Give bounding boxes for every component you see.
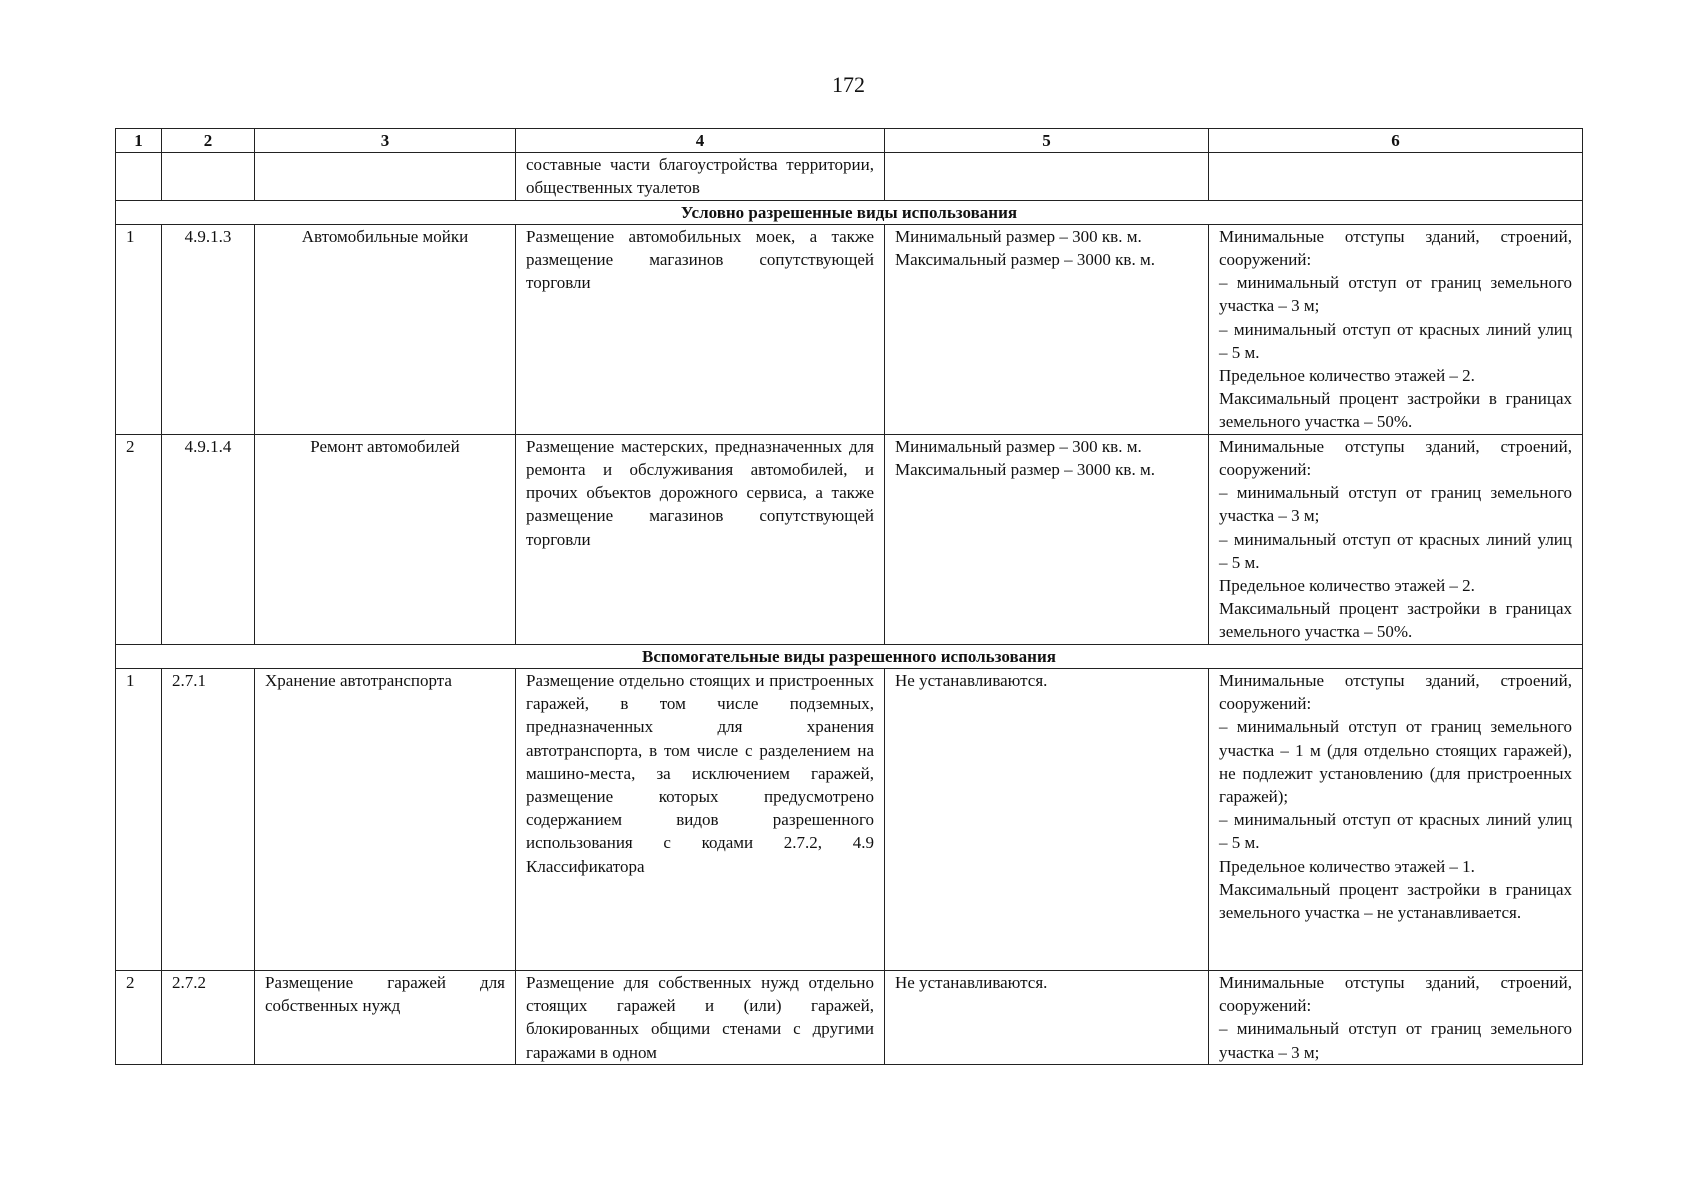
- size-line: Максимальный размер – 3000 кв. м.: [895, 250, 1155, 270]
- cell-code: 4.9.1.3: [162, 224, 255, 434]
- cell-empty: [885, 153, 1209, 200]
- param-line: Максимальный процент застройки в границах земельного участка – 50%.: [1219, 389, 1572, 432]
- table-row: [116, 434, 1583, 644]
- cell-size: [885, 434, 1209, 644]
- cell-empty: [162, 153, 255, 200]
- header-col-4: 4: [516, 129, 885, 153]
- cell-params: [1209, 669, 1583, 971]
- cell-description: Размещение отдельно стоящих и пристроенных гаражей, в том числе подземных, предназначенных для хранения автотранспорта, в том числе с разделением на машино-места, за исключением гаражей, размещение которых предусмотрено содержанием видов разрешенного использования с кодами 2.7.2, 4.9 Классификатора: [516, 669, 885, 971]
- header-col-2: 2: [162, 129, 255, 153]
- param-line: Минимальные отступы зданий, строений, сооружений:: [1219, 973, 1572, 1016]
- cell-name: Размещение гаражей для собственных нужд: [255, 971, 516, 1065]
- page-number: 172: [832, 72, 865, 97]
- size-line: Минимальный размер – 300 кв. м.: [895, 226, 1142, 246]
- zoning-table: [115, 128, 1583, 1065]
- table-row: [116, 669, 1583, 971]
- cell-name: Хранение автотранспорта: [255, 669, 516, 971]
- cell-params: [1209, 971, 1583, 1065]
- cell-name: Автомобильные мойки: [255, 224, 516, 434]
- param-line: Предельное количество этажей – 1.: [1219, 856, 1475, 876]
- param-line: – минимальный отступ от красных линий улиц – 5 м.: [1219, 319, 1572, 362]
- cell-number: 1: [116, 224, 162, 434]
- cell-number: 2: [116, 434, 162, 644]
- table-row: [116, 224, 1583, 434]
- cell-code: 4.9.1.4: [162, 434, 255, 644]
- header-col-5: 5: [885, 129, 1209, 153]
- cell-description: Размещение автомобильных моек, а также размещение магазинов сопутствующей торговли: [516, 224, 885, 434]
- header-col-1: 1: [116, 129, 162, 153]
- cell-size: [885, 971, 1209, 1065]
- param-line: Предельное количество этажей – 2.: [1219, 576, 1475, 596]
- cell-empty: [255, 153, 516, 200]
- param-line: – минимальный отступ от границ земельного участка – 3 м;: [1219, 273, 1572, 316]
- section-title: Условно разрешенные виды использования: [116, 200, 1583, 224]
- size-line: Не устанавливаются.: [895, 973, 1048, 993]
- cell-code: 2.7.2: [162, 971, 255, 1065]
- cell-size: [885, 224, 1209, 434]
- cell-code: 2.7.1: [162, 669, 255, 971]
- section-header-auxiliary: [116, 644, 1583, 668]
- param-line: Минимальные отступы зданий, строений, сооружений:: [1219, 436, 1572, 480]
- size-line: Максимальный размер – 3000 кв. м.: [895, 460, 1155, 480]
- param-line: – минимальный отступ от красных линий улиц – 5 м.: [1219, 810, 1572, 853]
- cell-number: 1: [116, 669, 162, 971]
- param-line: Минимальные отступы зданий, строений, сооружений:: [1219, 671, 1572, 714]
- cell-size: [885, 669, 1209, 971]
- section-header-conditional: [116, 200, 1583, 224]
- cell-empty: [1209, 153, 1583, 200]
- cell-name: Ремонт автомобилей: [255, 434, 516, 644]
- header-col-6: 6: [1209, 129, 1583, 153]
- param-line: Максимальный процент застройки в границах земельного участка – не устанавливается.: [1219, 879, 1572, 923]
- param-line: Предельное количество этажей – 2.: [1219, 366, 1475, 386]
- param-line: – минимальный отступ от границ земельного участка – 3 м;: [1219, 1019, 1572, 1062]
- cell-description: Размещение для собственных нужд отдельно стоящих гаражей и (или) гаражей, блокированных общими стенами с другими гаражами в одном: [516, 971, 885, 1065]
- param-line: – минимальный отступ от красных линий улиц – 5 м.: [1219, 529, 1572, 572]
- param-line: Максимальный процент застройки в границах земельного участка – 50%.: [1219, 599, 1572, 642]
- size-line: Не устанавливаются.: [895, 671, 1048, 691]
- cell-description: Размещение мастерских, предназначенных для ремонта и обслуживания автомобилей, и прочих объектов дорожного сервиса, а также размещение магазинов сопутствующей торговли: [516, 434, 885, 644]
- header-row: [116, 129, 1583, 153]
- table-row: [116, 971, 1583, 1065]
- header-col-3: 3: [255, 129, 516, 153]
- param-line: Минимальные отступы зданий, строений, сооружений:: [1219, 226, 1572, 270]
- cell-description: составные части благоустройства территории, общественных туалетов: [516, 153, 885, 200]
- cell-params: [1209, 224, 1583, 434]
- section-title: Вспомогательные виды разрешенного использования: [116, 644, 1583, 668]
- param-line: – минимальный отступ от границ земельного участка – 1 м (для отдельно стоящих гаражей), не подлежит установлению (для пристроенных гаражей);: [1219, 717, 1572, 807]
- table-row-continuation: [116, 153, 1583, 200]
- cell-params: [1209, 434, 1583, 644]
- size-line: Минимальный размер – 300 кв. м.: [895, 436, 1142, 456]
- cell-empty: [116, 153, 162, 200]
- cell-number: 2: [116, 971, 162, 1065]
- param-line: – минимальный отступ от границ земельного участка – 3 м;: [1219, 483, 1572, 526]
